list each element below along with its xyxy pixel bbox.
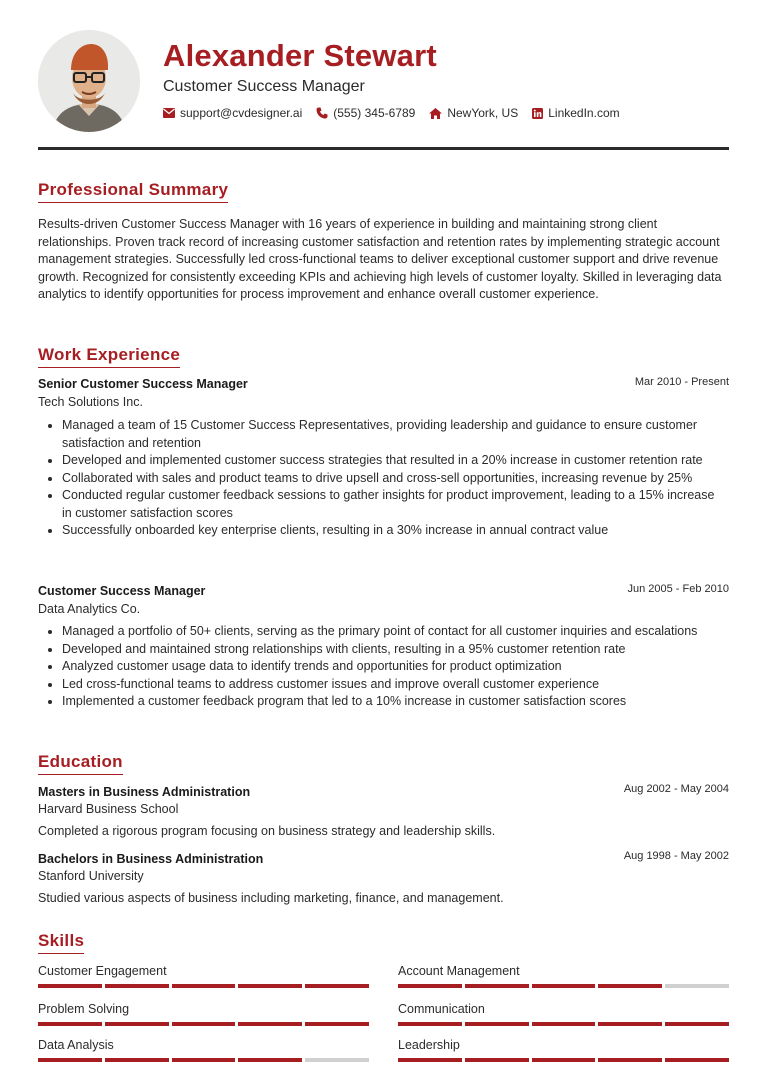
section-heading-experience: Work Experience: [38, 345, 180, 368]
skill-item: [38, 1038, 369, 1068]
envelope-icon: [163, 108, 175, 118]
list-item: Analyzed customer usage data to identify trends and opportunities for product optimization: [38, 658, 729, 676]
skill-level-segment: [105, 1022, 169, 1026]
list-item: Managed a portfolio of 50+ clients, serving as the primary point of contact for all customer inquiries and escalations: [38, 623, 729, 641]
job-bullets: [38, 417, 729, 540]
skill-level-segment: [238, 1022, 302, 1026]
education-date: Aug 1998 - May 2002: [623, 850, 729, 862]
skill-level-segment: [598, 984, 662, 988]
skill-level-segment: [398, 1022, 462, 1026]
skill-item: [398, 1038, 729, 1068]
list-item: Collaborated with sales and product teams to drive upsell and cross-sell opportunities, increasing revenue by 25%: [38, 470, 729, 488]
list-item: Managed a team of 15 Customer Success Representatives, providing leadership and guidance to ensure customer satisfaction and retention: [38, 417, 729, 452]
job-company: Tech Solutions Inc.: [38, 395, 143, 409]
skill-level-segment: [598, 1058, 662, 1062]
skill-level-segment: [238, 1058, 302, 1062]
avatar-portrait-icon: [38, 30, 140, 132]
resume-header: [38, 30, 729, 150]
skill-level-segment: [38, 1058, 102, 1062]
list-item: Implemented a customer feedback program that led to a 10% increase in customer satisfaction scores: [38, 693, 729, 711]
job-company: Data Analytics Co.: [38, 602, 141, 616]
skill-level-bar: [398, 1022, 729, 1026]
job-bullets: [38, 623, 729, 711]
skill-level-bar: [398, 984, 729, 988]
section-heading-summary: Professional Summary: [38, 180, 228, 203]
section-heading-education: Education: [38, 752, 123, 775]
contact-bar: [163, 106, 634, 120]
list-item: Led cross-functional teams to address customer issues and improve overall customer experience: [38, 676, 729, 694]
candidate-name: Alexander Stewart: [163, 38, 437, 73]
skill-level-segment: [465, 1058, 529, 1062]
linkedin-icon: [532, 108, 543, 119]
skill-name: Communication: [398, 1002, 485, 1016]
skill-level-segment: [305, 984, 369, 988]
skill-level-bar: [38, 984, 369, 988]
skill-name: Account Management: [398, 964, 520, 978]
location-text: NewYork, US: [447, 106, 519, 120]
degree-title: Bachelors in Business Administration: [38, 852, 264, 866]
skill-level-bar: [38, 1058, 369, 1062]
skill-level-segment: [398, 1058, 462, 1062]
email-text: support@cvdesigner.ai: [180, 106, 303, 120]
skill-level-segment: [532, 1058, 596, 1062]
skill-level-segment: [532, 1022, 596, 1026]
education-date: Aug 2002 - May 2004: [623, 783, 729, 795]
skill-level-segment: [532, 984, 596, 988]
education-description: Studied various aspects of business including marketing, finance, and management.: [38, 891, 504, 905]
skill-level-segment: [172, 1022, 236, 1026]
phone-text: (555) 345-6789: [333, 106, 416, 120]
skill-name: Leadership: [398, 1038, 460, 1052]
summary-text: Results-driven Customer Success Manager with 16 years of experience in building and maintaining strong client relationships. Proven track record of increasing customer satisfaction and retention rates by implementing strategic account management strategies. Successfully led cross-functional teams to deliver exceptional customer support and drive revenue growth. Recognized for consistently exceeding KPIs and achieving high levels of customer loyalty. Skilled in leveraging data analytics to identify opportunities for process improvement and enhance overall customer experience.: [38, 217, 722, 301]
school-name: Harvard Business School: [38, 802, 179, 816]
skill-item: [38, 1002, 369, 1032]
skill-level-segment: [305, 1058, 369, 1062]
degree-title: Masters in Business Administration: [38, 785, 251, 799]
list-item: Conducted regular customer feedback sessions to gather insights for product improvement, leading to a 15% increase in customer satisfaction scores: [38, 487, 729, 522]
phone-icon: [316, 107, 328, 119]
skill-item: [38, 964, 369, 994]
linkedin-text: LinkedIn.com: [548, 106, 620, 120]
school-name: Stanford University: [38, 869, 144, 883]
list-item: Developed and maintained strong relationships with clients, resulting in a 95% customer retention rate: [38, 641, 729, 659]
resume-page: [38, 0, 729, 1078]
skill-level-segment: [105, 1058, 169, 1062]
job-title: Senior Customer Success Manager: [38, 377, 248, 391]
skill-level-segment: [665, 1022, 729, 1026]
contact-email[interactable]: [163, 106, 302, 120]
contact-location: [429, 106, 518, 120]
skill-level-segment: [665, 984, 729, 988]
skill-level-segment: [465, 1022, 529, 1026]
skill-level-segment: [305, 1022, 369, 1026]
header-divider: [38, 147, 729, 150]
skill-level-segment: [172, 984, 236, 988]
skill-level-segment: [172, 1058, 236, 1062]
skill-level-bar: [38, 1022, 369, 1026]
skill-level-segment: [465, 984, 529, 988]
contact-phone[interactable]: [316, 106, 415, 120]
contact-linkedin[interactable]: [532, 106, 619, 120]
skill-name: Customer Engagement: [38, 964, 167, 978]
skill-level-segment: [598, 1022, 662, 1026]
education-description: Completed a rigorous program focusing on business strategy and leadership skills.: [38, 824, 496, 838]
home-icon: [429, 108, 442, 119]
skill-name: Problem Solving: [38, 1002, 130, 1016]
skill-level-segment: [38, 984, 102, 988]
skill-level-segment: [38, 1022, 102, 1026]
skill-level-segment: [665, 1058, 729, 1062]
skill-level-segment: [238, 984, 302, 988]
skill-item: [398, 1002, 729, 1032]
job-title: Customer Success Manager: [38, 584, 206, 598]
avatar: [38, 30, 140, 132]
skill-name: Data Analysis: [38, 1038, 114, 1052]
skill-level-bar: [398, 1058, 729, 1062]
job-date: Jun 2005 - Feb 2010: [627, 583, 729, 595]
skill-level-segment: [398, 984, 462, 988]
skill-item: [398, 964, 729, 994]
skill-level-segment: [105, 984, 169, 988]
section-heading-skills: Skills: [38, 931, 84, 954]
list-item: Developed and implemented customer success strategies that resulted in a 20% increase in customer retention rate: [38, 452, 729, 470]
job-date: Mar 2010 - Present: [634, 376, 729, 388]
candidate-title: Customer Success Manager: [163, 78, 365, 95]
list-item: Successfully onboarded key enterprise clients, resulting in a 30% increase in annual contract value: [38, 522, 729, 540]
